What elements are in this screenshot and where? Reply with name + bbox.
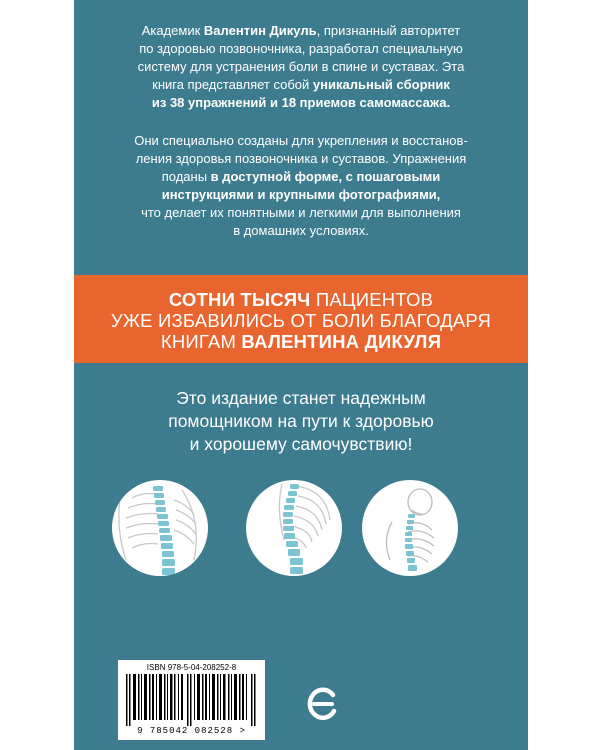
isbn-label: ISBN 978-5-04-208252-8 (146, 663, 237, 672)
intro-line-1 (74, 22, 528, 40)
author-name: Валентин Дикуль (203, 23, 317, 38)
intro-text: книга представляет собой (152, 77, 313, 92)
details-line-6: в домашних условиях. (233, 223, 369, 238)
intro-paragraph (74, 22, 528, 112)
banner-text (74, 289, 528, 352)
spine-side-view-icon (246, 480, 342, 576)
closing-line-2: помощником на пути к здоровью (168, 411, 434, 431)
eksmo-e-logo-icon (306, 686, 338, 722)
book-back-cover (74, 0, 528, 750)
details-line-5: что делает их понятными и легкими для выполнения (141, 205, 461, 220)
details-text: поданы (161, 169, 211, 184)
orange-banner (74, 275, 528, 363)
intro-highlight: уникальный сборник (312, 77, 450, 92)
details-highlight: инструкциями и крупными фотографиями, (161, 187, 441, 202)
banner-highlight: СОТНИ ТЫСЯЧ (168, 289, 311, 310)
intro-line-2: по здоровью позвоночника, разработал специальную (139, 41, 463, 56)
intro-highlight: из 38 упражнений и 18 приемов самомассажа. (151, 95, 451, 110)
details-line-2: ления здоровья позвоночника и суставов. Упражнения (135, 151, 467, 166)
barcode (118, 660, 265, 740)
details-paragraph (74, 132, 528, 240)
details-highlight: в доступной форме, с пошаговыми (210, 169, 441, 184)
intro-line-5 (74, 94, 528, 112)
closing-paragraph (74, 387, 528, 456)
barcode-digits: 9 785042 082528 > (137, 726, 246, 736)
closing-line-3: и хорошему самочувствию! (189, 434, 413, 454)
intro-line-3: систему для устранения боли в спине и суставах. Эта (137, 59, 465, 74)
spine-side-view-illustration (246, 480, 342, 576)
banner-highlight: ВАЛЕНТИНА ДИКУЛЯ (241, 331, 442, 352)
spine-profile-skeleton-icon (362, 480, 458, 576)
banner-line-1 (74, 289, 528, 310)
details-line-1: Они специально созданы для укрепления и восстанов- (134, 133, 468, 148)
spine-profile-skeleton-illustration (362, 480, 458, 576)
intro-text: , признанный авторитет (316, 23, 461, 38)
banner-line-3 (74, 331, 528, 352)
intro-line-4 (74, 76, 528, 94)
spine-back-view-icon (112, 480, 208, 576)
details-line-3 (74, 168, 528, 186)
barcode-bars (126, 674, 257, 726)
spine-back-view-illustration (112, 480, 208, 576)
banner-text-part: ПАЦИЕНТОВ (310, 289, 434, 310)
intro-text: Академик (141, 23, 204, 38)
closing-line-1: Это издание станет надежным (176, 388, 426, 408)
details-line-4 (74, 186, 528, 204)
banner-line-2: УЖЕ ИЗБАВИЛИСЬ ОТ БОЛИ БЛАГОДАРЯ (110, 310, 492, 331)
banner-text-part: КНИГАМ (160, 331, 242, 352)
